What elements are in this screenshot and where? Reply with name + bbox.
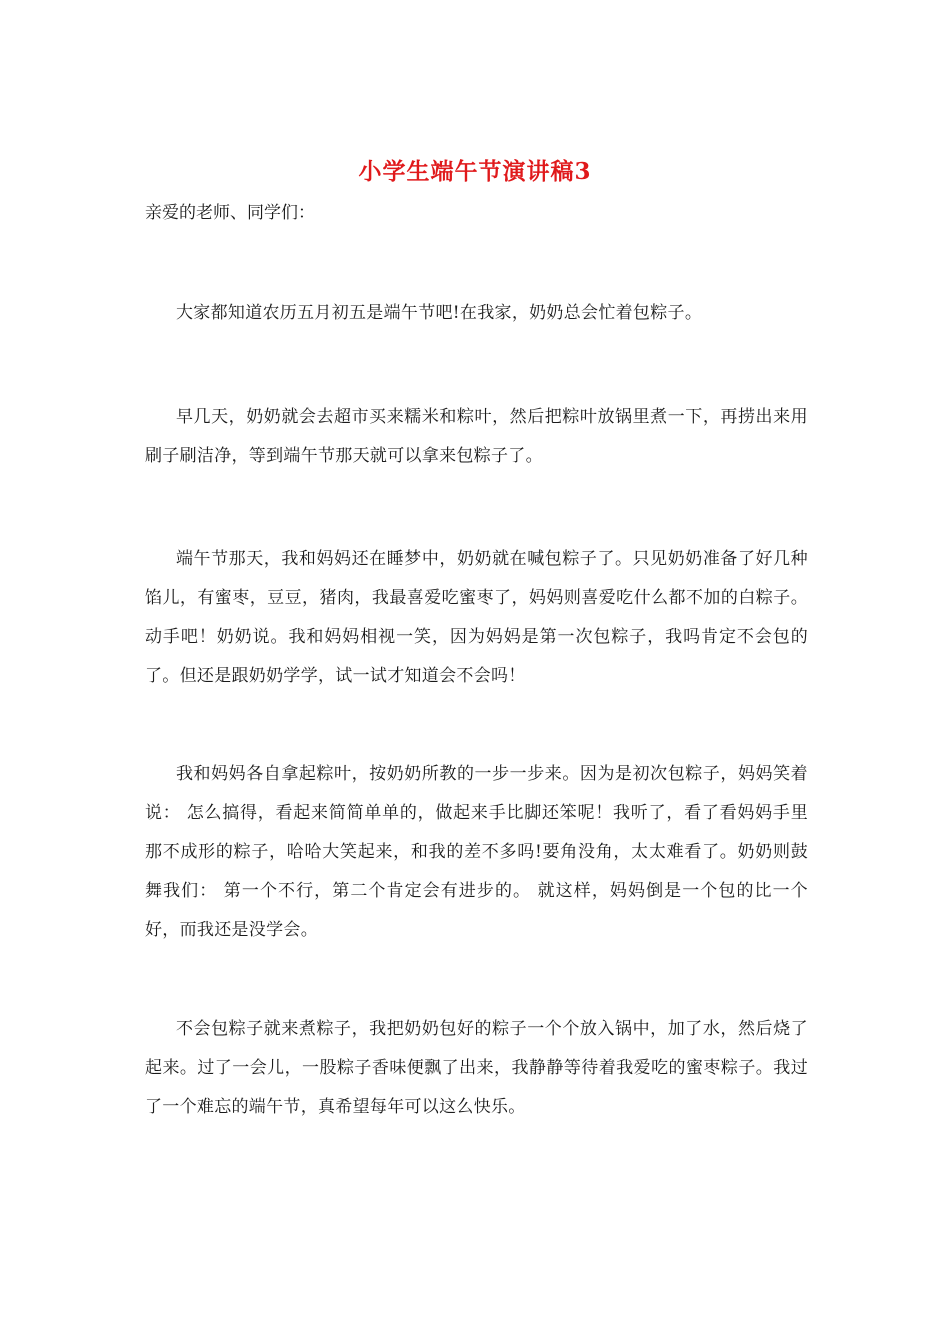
paragraph: 早几天，奶奶就会去超市买来糯米和粽叶，然后把粽叶放锅里煮一下，再捞出来用刷子刷洁净，等到端午节那天就可以拿来包粽子了。 <box>145 407 808 466</box>
salutation: 亲爱的老师、同学们： <box>145 203 315 223</box>
paragraph: 大家都知道农历五月初五是端午节吧!在我家，奶奶总会忙着包粽子。 <box>176 303 703 323</box>
paragraph: 不会包粽子就来煮粽子，我把奶奶包好的粽子一个个放入锅中，加了水，然后烧了起来。过了一会儿，一股粽子香味便飘了出来，我静静等待着我爱吃的蜜枣粽子。我过了一个难忘的端午节，真希望每年可以这么快乐。 <box>145 1019 808 1117</box>
paragraph: 我和妈妈各自拿起粽叶，按奶奶所教的一步一步来。因为是初次包粽子，妈妈笑着说： 怎么搞得，看起来简简单单的，做起来手比脚还笨呢！我听了，看了看妈妈手里那不成形的粽子，哈哈大笑起来，和我的差不多吗!要角没角，太太难看了。奶奶则鼓舞我们： 第一个不行，第二个肯定会有进步的。 就这样，妈妈倒是一个包的比一个好，而我还是没学会。 <box>145 764 808 940</box>
document-title: 小学生端午节演讲稿3 <box>358 158 592 185</box>
paragraph: 端午节那天，我和妈妈还在睡梦中，奶奶就在喊包粽子了。只见奶奶准备了好几种馅儿，有蜜枣，豆豆，猪肉，我最喜爱吃蜜枣了，妈妈则喜爱吃什么都不加的白粽子。 动手吧！奶奶说。我和妈妈相视一笑，因为妈妈是第一次包粽子，我吗肯定不会包的了。但还是跟奶奶学学，试一试才知道会不会吗！ <box>145 549 808 686</box>
